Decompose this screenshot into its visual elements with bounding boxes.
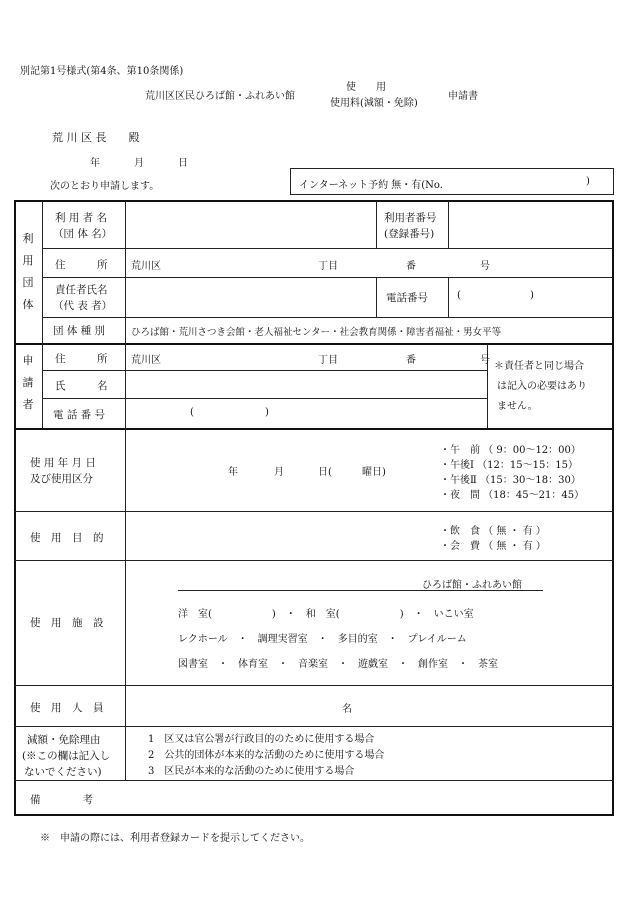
applicant-address-ban: 番 xyxy=(406,355,416,366)
purpose-label: 使 用 目 的 xyxy=(30,532,104,544)
usage-month: 月 xyxy=(274,467,284,478)
internet-label: インターネット予約 無・有(No. xyxy=(299,180,443,191)
applicant-phone-open: ( xyxy=(190,407,194,418)
usage-day: 日( xyxy=(318,467,332,478)
applicant-name-label: 氏 名 xyxy=(55,380,108,392)
address-go: 号 xyxy=(480,261,490,272)
slot-afternoon-1[interactable]: ・午後Ⅰ （12：15～15：15） xyxy=(440,460,579,471)
user-no-label-2: (登録番号) xyxy=(384,228,435,240)
applicant-name-field[interactable] xyxy=(127,372,485,397)
remarks-label: 備 考 xyxy=(30,794,93,806)
facilities-row-2[interactable]: レクホール ・ 調理実習室 ・ 多目的室 ・ プレイルーム xyxy=(178,634,467,645)
internet-reservation-box[interactable] xyxy=(290,168,614,195)
usage-weekday: 曜日) xyxy=(362,467,386,478)
remarks-field[interactable] xyxy=(127,782,611,813)
addressee: 荒 川 区 長 殿 xyxy=(52,131,140,144)
phone-open: ( xyxy=(457,290,461,301)
applicant-address-label: 住 所 xyxy=(55,353,108,365)
slot-night[interactable]: ・夜 間 （18：45～21：45） xyxy=(440,490,585,501)
purpose-field[interactable] xyxy=(127,513,427,559)
form-number: 別記第1号様式(第4条、第10条関係) xyxy=(20,66,184,77)
reduction-reason-3: 3 区民が本来的な活動のために使用する場合 xyxy=(148,766,355,777)
facility-name: 荒川区区民ひろば館・ふれあい館 xyxy=(145,91,295,102)
usage-year: 年 xyxy=(228,467,238,478)
people-unit: 名 xyxy=(342,704,352,715)
slot-morning[interactable]: ・午 前 （ 9：00～12：00） xyxy=(440,445,581,456)
reduction-label-2: (※この欄は記入し xyxy=(22,750,111,762)
reduction-reason-1: 1 区又は官公署が行政目的のために使用する場合 xyxy=(148,734,375,745)
user-no-field[interactable] xyxy=(450,202,610,247)
address-chome: 丁目 xyxy=(318,261,338,272)
rep-label-2: （代 表 者） xyxy=(53,300,113,312)
user-name-label-1: 利 用 者 名 xyxy=(55,212,108,224)
applicant-note-2: は記入の必要はあり xyxy=(497,381,587,392)
facilities-row-3[interactable]: 図書室 ・ 体育室 ・ 音楽室 ・ 遊戯室 ・ 創作室 ・ 茶室 xyxy=(178,659,498,670)
intro-text: 次のとおり申請します。 xyxy=(50,181,160,192)
purpose-food[interactable]: ・飲 食 （ 無 ・ 有 ） xyxy=(440,526,546,537)
reduction-label-1: 減額・免除理由 xyxy=(27,734,101,746)
rep-name-field[interactable] xyxy=(127,279,375,316)
address-ward: 荒川区 xyxy=(131,261,161,272)
group-type-options[interactable]: ひろば館・荒川さつき会館・老人福祉センター・社会教育関係・障害者福祉・男女平等 xyxy=(131,327,502,338)
phone-close: ) xyxy=(530,290,534,301)
fee-label: 使用料(減額・免除) xyxy=(330,98,418,109)
applicant-address-ward: 荒川区 xyxy=(131,355,161,366)
people-label: 使 用 人 員 xyxy=(30,702,104,714)
applicant-note-3: ません。 xyxy=(497,401,538,412)
facilities-row-1[interactable]: 洋 室( ) ・ 和 室( ) ・ いこい室 xyxy=(178,609,474,620)
user-name-label-2: （団 体 名） xyxy=(53,228,113,240)
date-day: 日 xyxy=(178,158,188,169)
slot-afternoon-2[interactable]: ・午後Ⅱ （15：30～18：30） xyxy=(440,475,581,486)
use-label: 使 用 xyxy=(346,82,386,93)
usage-date-label-1: 使 用 年 月 日 xyxy=(30,457,96,469)
date-month: 月 xyxy=(134,158,144,169)
facilities-label: 使 用 施 設 xyxy=(30,617,104,629)
footer-note: ※ 申請の際には、利用者登録カードを提示してください。 xyxy=(40,833,310,844)
applicant-note-1: ＊責任者と同じ場合 xyxy=(494,361,584,372)
internet-close: ) xyxy=(586,176,590,187)
user-name-field[interactable] xyxy=(127,202,375,247)
user-no-label-1: 利用者番号 xyxy=(384,212,437,224)
request-label: 申請書 xyxy=(448,91,478,102)
facilities-heading: ひろば館・ふれあい館 xyxy=(422,580,522,591)
section-user-group: 利用団体 xyxy=(22,232,34,311)
applicant-phone-label: 電 話 番 号 xyxy=(53,409,106,421)
reduction-label-3: ないでください) xyxy=(24,766,102,778)
people-field[interactable] xyxy=(127,687,337,725)
applicant-address-chome: 丁目 xyxy=(318,355,338,366)
address-ban: 番 xyxy=(406,261,416,272)
phone-label: 電話番号 xyxy=(386,292,428,304)
section-applicant: 申請者 xyxy=(22,354,34,411)
rep-label-1: 責任者氏名 xyxy=(55,284,108,296)
address-label: 住 所 xyxy=(55,259,108,271)
date-year: 年 xyxy=(90,158,100,169)
usage-date-label-2: 及び使用区分 xyxy=(30,473,93,485)
applicant-address-go: 号 xyxy=(480,355,490,366)
group-type-label: 団 体 種 別 xyxy=(53,325,106,337)
reduction-reason-2: 2 公共的団体が本来的な活動のために使用する場合 xyxy=(148,750,385,761)
purpose-fee[interactable]: ・会 費 （ 無 ・ 有 ） xyxy=(440,541,546,552)
applicant-phone-close: ) xyxy=(265,407,269,418)
